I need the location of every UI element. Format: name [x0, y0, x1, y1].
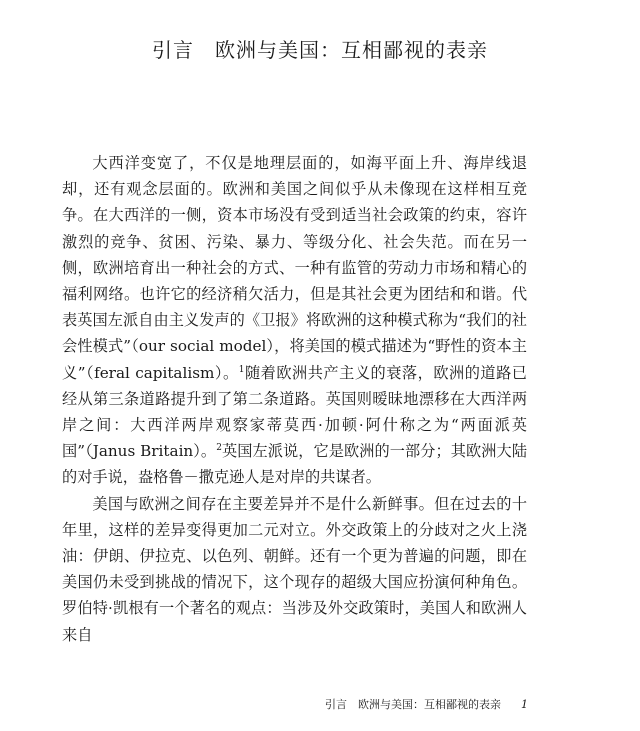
paragraph-2-text: 美国与欧洲之间存在主要差异并不是什么新鲜事。但在过去的十年里，这样的差异变得更加二元对立。外交政策上的分歧对之火上浇油：伊朗、伊拉克、以色列、朝鲜。还有一个更为普遍的问题，即在美国仍未受到挑战的情况下，这个现存的超级大国应扮演何种角色。罗伯特·凯根有一个著名的观点：当涉及外交政策时，美国人和欧洲人来自 [62, 494, 527, 644]
chapter-title: 引言 欧洲与美国：互相鄙视的表亲 [152, 38, 488, 62]
footnote-ref-2[interactable]: 2 [216, 443, 222, 454]
paragraph-1 [62, 150, 527, 491]
body-text [62, 150, 527, 648]
paragraph-1-part-3: 英国左派说，它是欧洲的一部分；其欧洲大陆的对手说，盎格鲁－撒克逊人是对岸的共谋者。 [62, 442, 528, 487]
paragraph-1-part-2: 随着欧洲共产主义的衰落，欧洲的道路已经从第三条道路提升到了第二条道路。英国则暧昧地漂移在大西洋两岸之间：大西洋两岸观察家蒂莫西·加顿·阿什称之为“两面派英国”（Janus Britain）。 [62, 363, 527, 461]
running-title: 引言 欧洲与美国：互相鄙视的表亲 [325, 698, 501, 711]
page-number: 1 [521, 698, 528, 711]
footnote-ref-1[interactable]: 1 [238, 364, 245, 375]
paragraph-1-part-1: 大西洋变宽了，不仅是地理层面的，如海平面上升、海岸线退却，还有观念层面的。欧洲和美国之间似乎从未像现在这样相互竞争。在大西洋的一侧，资本市场没有受到适当社会政策的约束，容许激烈的竞争、贫困、污染、暴力、等级分化、社会失范。而在另一侧，欧洲培育出一种社会的方式、一种有监管的劳动力市场和精心的福利网络。也许它的经济稍欠活力，但是其社会更为团结和和谐。代表英国左派自由主义发声的《卫报》将欧洲的这种模式称为“我们的社会性模式”（our social model），将美国的模式描述为“野性的资本主义”（feral capitalism）。 [62, 154, 527, 382]
page-footer [325, 696, 528, 712]
paragraph-2 [62, 491, 527, 648]
